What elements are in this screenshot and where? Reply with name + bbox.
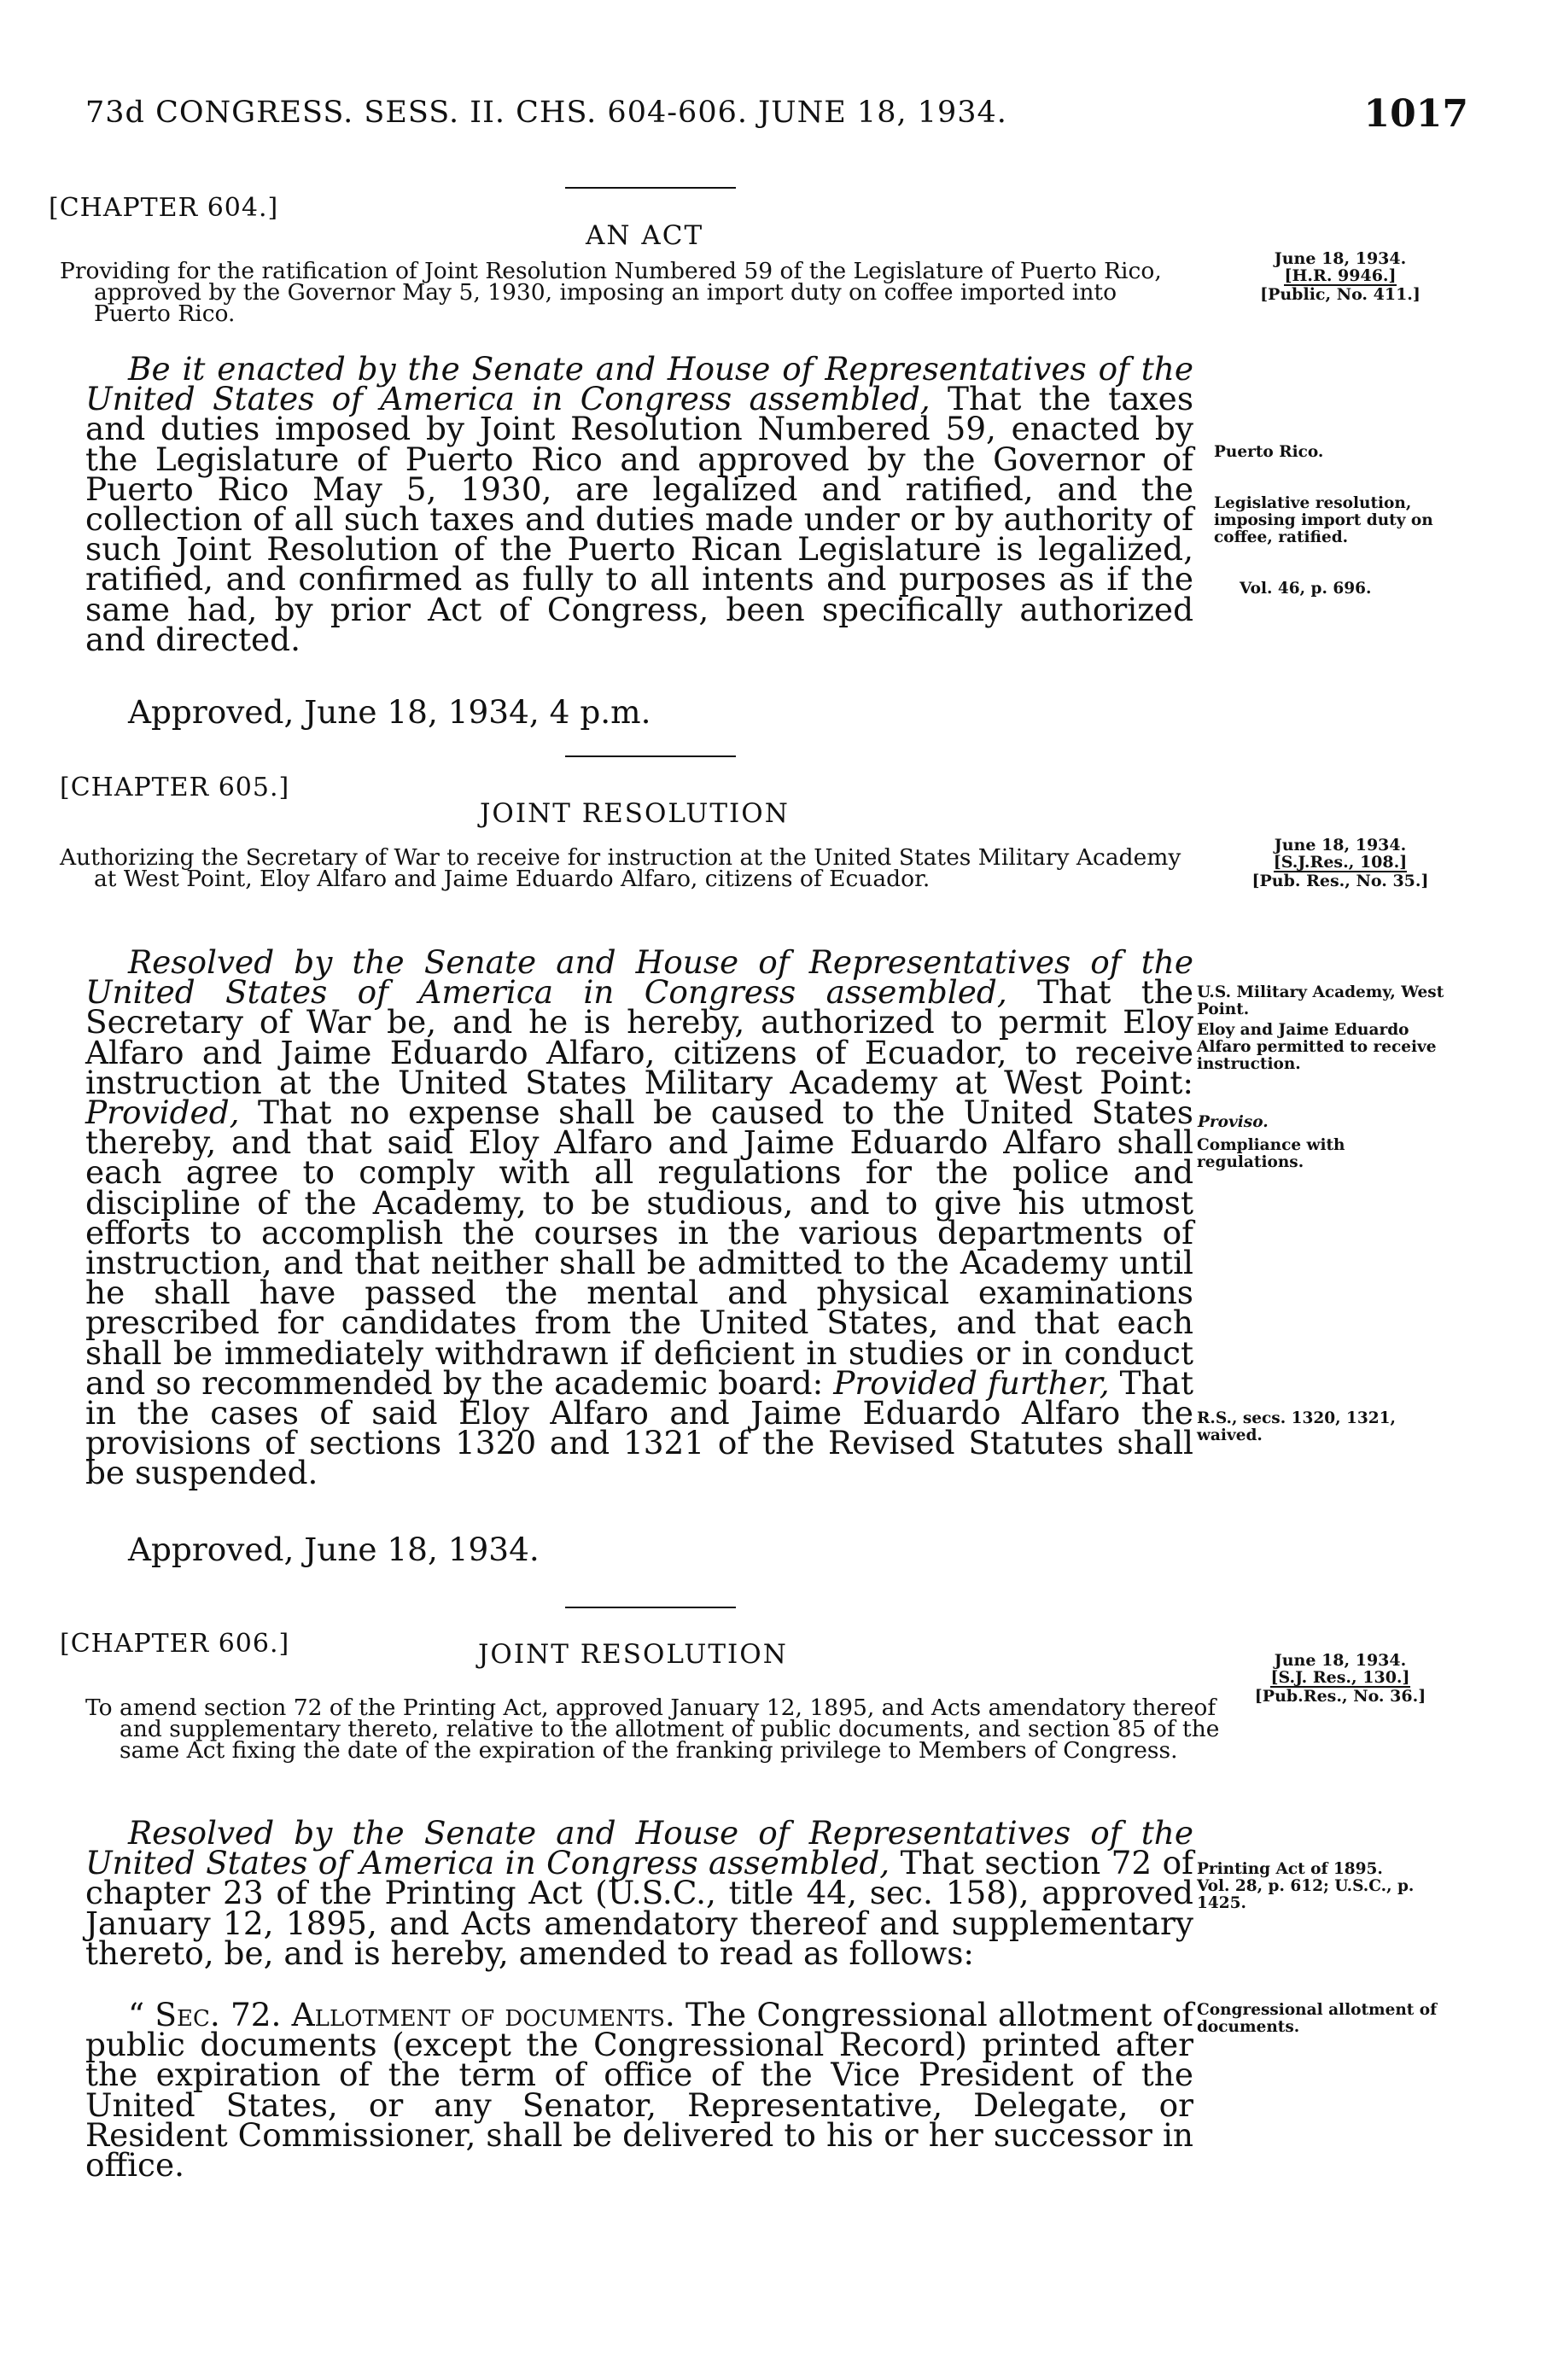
margin-note (1197, 1861, 1461, 1912)
margin-note-title: Puerto Rico. (1214, 443, 1324, 461)
public-law-ref: [Pub. Res., No. 35.] (1251, 872, 1429, 890)
act-summary: Authorizing the Secretary of War to receive for instruction at the United States Military Academy at West Point, Eloy Alfaro and Jaime Eduardo Alfaro, citizens of Ecuador. (60, 844, 1181, 892)
page-number: 1017 (1363, 92, 1468, 136)
chapter-label: [CHAPTER 605.] (60, 773, 290, 802)
bill-ref: [H.R. 9946.] (1284, 266, 1397, 285)
approval-line: Approved, June 18, 1934. (128, 1531, 540, 1568)
section-text: The Congressional allotment of public documents (except the Congressional Record) printed after the expiration of the term of office of the Vice President of the United States, or any Senator, Representative, Delegate, or Resident Commissioner, shall be delivered to his or her successor in office. (85, 1996, 1193, 2185)
act-text (85, 350, 1194, 658)
date-ref: June 18, 1934. (1274, 1651, 1407, 1670)
running-title: 73d CONGRESS. SESS. II. CHS. 604-606. JUNE 18, 1934. (85, 96, 1007, 130)
act-text (85, 943, 1193, 1492)
enacting-clause: Be it enacted by the Senate and House of Representatives of the United States of America in Congress assembled, (85, 350, 1193, 418)
margin-rs-waived: R.S., secs. 1320, 1321, waived. (1197, 1409, 1396, 1444)
date-ref: June 18, 1934. (1274, 249, 1407, 268)
public-law-ref: [Pub.Res., No. 36.] (1254, 1687, 1426, 1706)
section-label: “ Sec. 72. Allotment of documents. (128, 1996, 675, 2033)
marginal-citation (1225, 250, 1456, 303)
margin-note (1197, 984, 1461, 1073)
act-summary: To amend section 72 of the Printing Act, approved January 12, 1895, and Acts amendatory thereof and supplementary thereto, relative to the allotment of public documents, and section 85 of the same Act fixing the date of the expiration of the franking privilege to Members of Congress. (85, 1695, 1220, 1764)
margin-note-text: Legislative resolution, imposing import duty on coffee, ratified. (1214, 494, 1433, 546)
act-body: That the taxes and duties imposed by Joint Resolution Numbered 59, enacted by the Legislature of Puerto Rico and approved by the Governor of Puerto Rico May 5, 1930, are legalized and ratified, and the collection of all such taxes and duties made under or by authority of such Joint Resolution of the Puerto Rican Legislature is legalized, ratified, and confirmed as fully to all intents and purposes as if the same had, by prior Act of Congress, been specifically authorized and directed. (85, 380, 1194, 658)
margin-note-text: Eloy and Jaime Eduardo Alfaro permitted to receive instruction. (1197, 1021, 1437, 1073)
act-summary: Providing for the ratification of Joint Resolution Numbered 59 of the Legislature of Puerto Rico, approved by the Governor May 5, 1930, imposing an import duty on coffee imported into Puerto Rico. (60, 258, 1162, 327)
act-kind: JOINT RESOLUTION (480, 798, 790, 829)
proviso-further-word: Provided further, (833, 1363, 1110, 1402)
section-divider (565, 1607, 736, 1608)
act-body-part-2: That no expense shall be caused to the United States thereby, and that said Eloy Alfaro and Jaime Eduardo Alfaro shall each agree to comply with all regulations for the police and discipline of the Academy, to be studious, and to give his utmost efforts to accomplish the courses in the various departments of instruction, and that neither shall be admitted to the Academy until he shall have passed the mental and physical examinations prescribed for candidates from the United States, and that each shall be immediately withdrawn if deficient in studies or in conduct and so recommended by the academic board: (85, 1094, 1193, 1402)
date-ref: June 18, 1934. (1274, 836, 1407, 855)
margin-note-cite: Vol. 28, p. 612; U.S.C., p. 1425. (1197, 1877, 1415, 1912)
resolving-clause: Resolved by the Senate and House of Representatives of the United States of America in Congress assembled, (85, 1814, 1193, 1882)
act-kind: JOINT RESOLUTION (478, 1639, 788, 1670)
amended-section (85, 1996, 1193, 2185)
chapter-label: [CHAPTER 606.] (60, 1629, 290, 1659)
running-header (85, 92, 1468, 147)
bill-ref: [S.J.Res., 108.] (1273, 853, 1408, 872)
margin-compliance: Compliance with regulations. (1197, 1136, 1345, 1171)
bill-ref: [S.J. Res., 130.] (1270, 1668, 1410, 1687)
section-divider (565, 755, 736, 757)
resolving-clause: Resolved by the Senate and House of Representatives of the United States of America in Congress assembled, (85, 943, 1193, 1012)
act-kind: AN ACT (586, 220, 704, 251)
marginal-citation (1225, 837, 1456, 890)
margin-note-title: Printing Act of 1895. (1197, 1860, 1383, 1878)
marginal-citation (1225, 1652, 1456, 1705)
margin-note (1214, 410, 1461, 632)
margin-note-allotment: Congressional allotment of documents. (1197, 2001, 1438, 2036)
margin-proviso: Proviso. (1198, 1113, 1269, 1131)
margin-note-cite: Vol. 46, p. 696. (1240, 580, 1372, 598)
public-law-ref: [Public, No. 411.] (1260, 285, 1421, 304)
act-text (85, 1814, 1193, 1972)
act-body-part-1: That the Secretary of War be, and he is hereby, authorized to permit Eloy Alfaro and Jaime Eduardo Alfaro, citizens of Ecuador, to receive instruction at the United States Military Academy at West Point: (85, 973, 1193, 1101)
section-divider (565, 187, 736, 189)
act-body: That section 72 of chapter 23 of the Printing Act (U.S.C., title 44, sec. 158), approved January 12, 1895, and Acts amendatory thereof and supplementary thereto, be, and is hereby, amended to read as follows: (85, 1844, 1193, 1972)
chapter-label: [CHAPTER 604.] (49, 193, 279, 223)
act-body-part-3: That in the cases of said Eloy Alfaro and Jaime Eduardo Alfaro the provisions of sections 1320 and 1321 of the Revised Statutes shall be suspended. (85, 1363, 1193, 1492)
proviso-word: Provided, (85, 1094, 240, 1132)
margin-note-title: U.S. Military Academy, West Point. (1197, 983, 1444, 1018)
approval-line: Approved, June 18, 1934, 4 p.m. (128, 693, 651, 731)
